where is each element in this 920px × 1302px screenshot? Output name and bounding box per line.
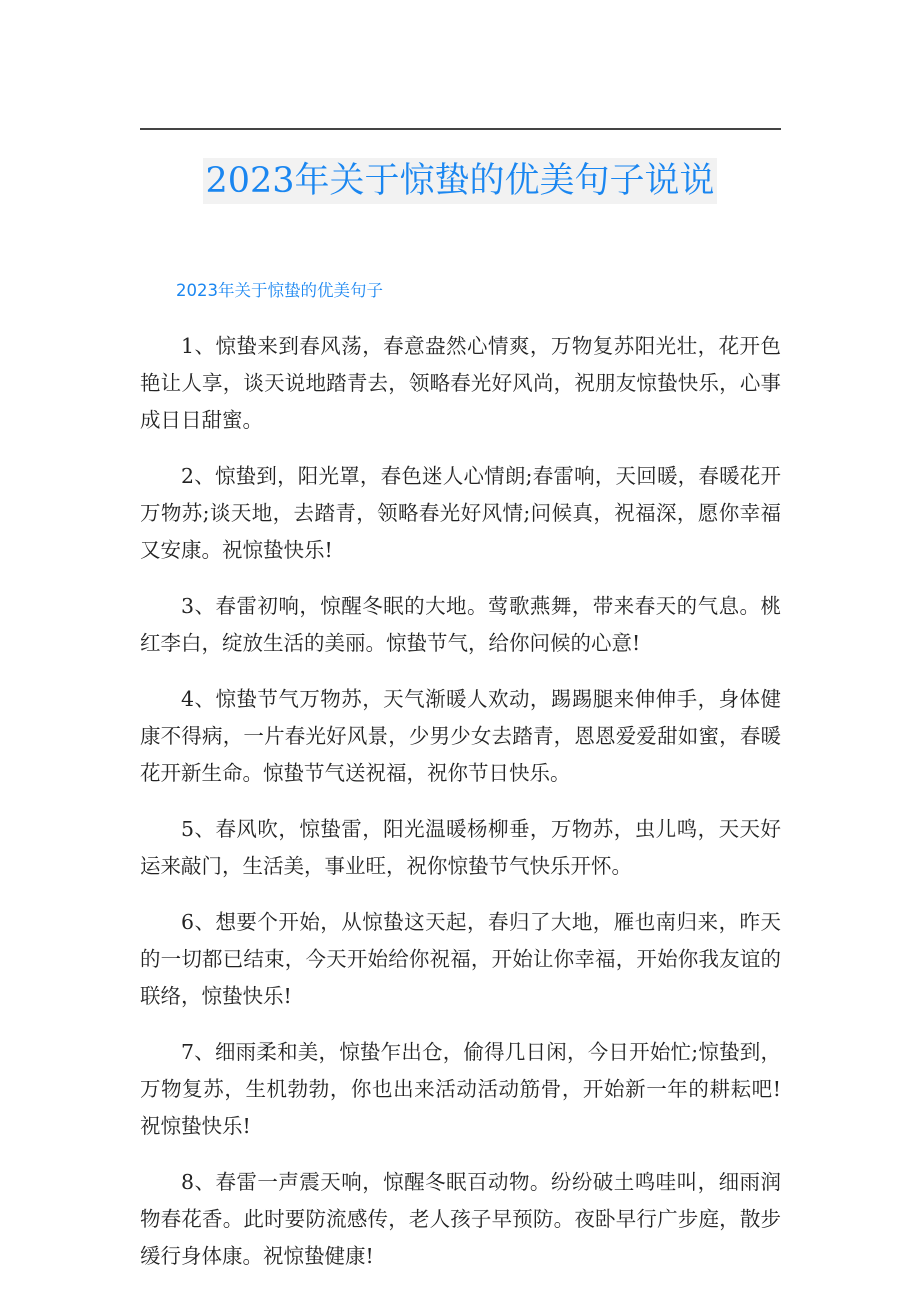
paragraph: 8、春雷一声震天响，惊醒冬眠百动物。纷纷破土鸣哇叫，细雨润物春花香。此时要防流感传，老人孩子早预防。夜卧早行广步庭，散步缓行身体康。祝惊蛰健康! bbox=[140, 1170, 781, 1268]
paragraph: 2、惊蛰到，阳光罩，春色迷人心情朗;春雷响，天回暖，春暖花开万物苏;谈天地，去踏青，领略春光好风情;问候真，祝福深，愿你幸福又安康。祝惊蛰快乐! bbox=[140, 464, 781, 562]
section-heading: 2023年关于惊蛰的优美句子 bbox=[176, 281, 383, 300]
header-rule bbox=[140, 128, 781, 130]
paragraph: 4、惊蛰节气万物苏，天气渐暖人欢动，踢踢腿来伸伸手，身体健康不得病，一片春光好风景，少男少女去踏青，恩恩爱爱甜如蜜，春暖花开新生命。惊蛰节气送祝福，祝你节日快乐。 bbox=[140, 687, 781, 785]
document-body bbox=[140, 328, 781, 1294]
paragraph: 6、想要个开始，从惊蛰这天起，春归了大地，雁也南归来，昨天的一切都已结束，今天开始给你祝福，开始让你幸福，开始你我友谊的联络，惊蛰快乐! bbox=[140, 910, 781, 1008]
paragraph: 5、春风吹，惊蛰雷，阳光温暖杨柳垂，万物苏，虫儿鸣，天天好运来敲门，生活美，事业旺，祝你惊蛰节气快乐开怀。 bbox=[140, 817, 781, 878]
page-title: 2023年关于惊蛰的优美句子说说 bbox=[203, 158, 716, 204]
paragraph: 1、惊蛰来到春风荡，春意盎然心情爽，万物复苏阳光壮，花开色艳让人享，谈天说地踏青去，领略春光好风尚，祝朋友惊蛰快乐，心事成日日甜蜜。 bbox=[140, 334, 781, 432]
paragraph: 7、细雨柔和美，惊蛰乍出仓，偷得几日闲，今日开始忙;惊蛰到，万物复苏，生机勃勃，你也出来活动活动筋骨，开始新一年的耕耘吧!祝惊蛰快乐! bbox=[140, 1040, 781, 1138]
paragraph: 3、春雷初响，惊醒冬眠的大地。莺歌燕舞，带来春天的气息。桃红李白，绽放生活的美丽。惊蛰节气，给你问候的心意! bbox=[140, 594, 781, 655]
